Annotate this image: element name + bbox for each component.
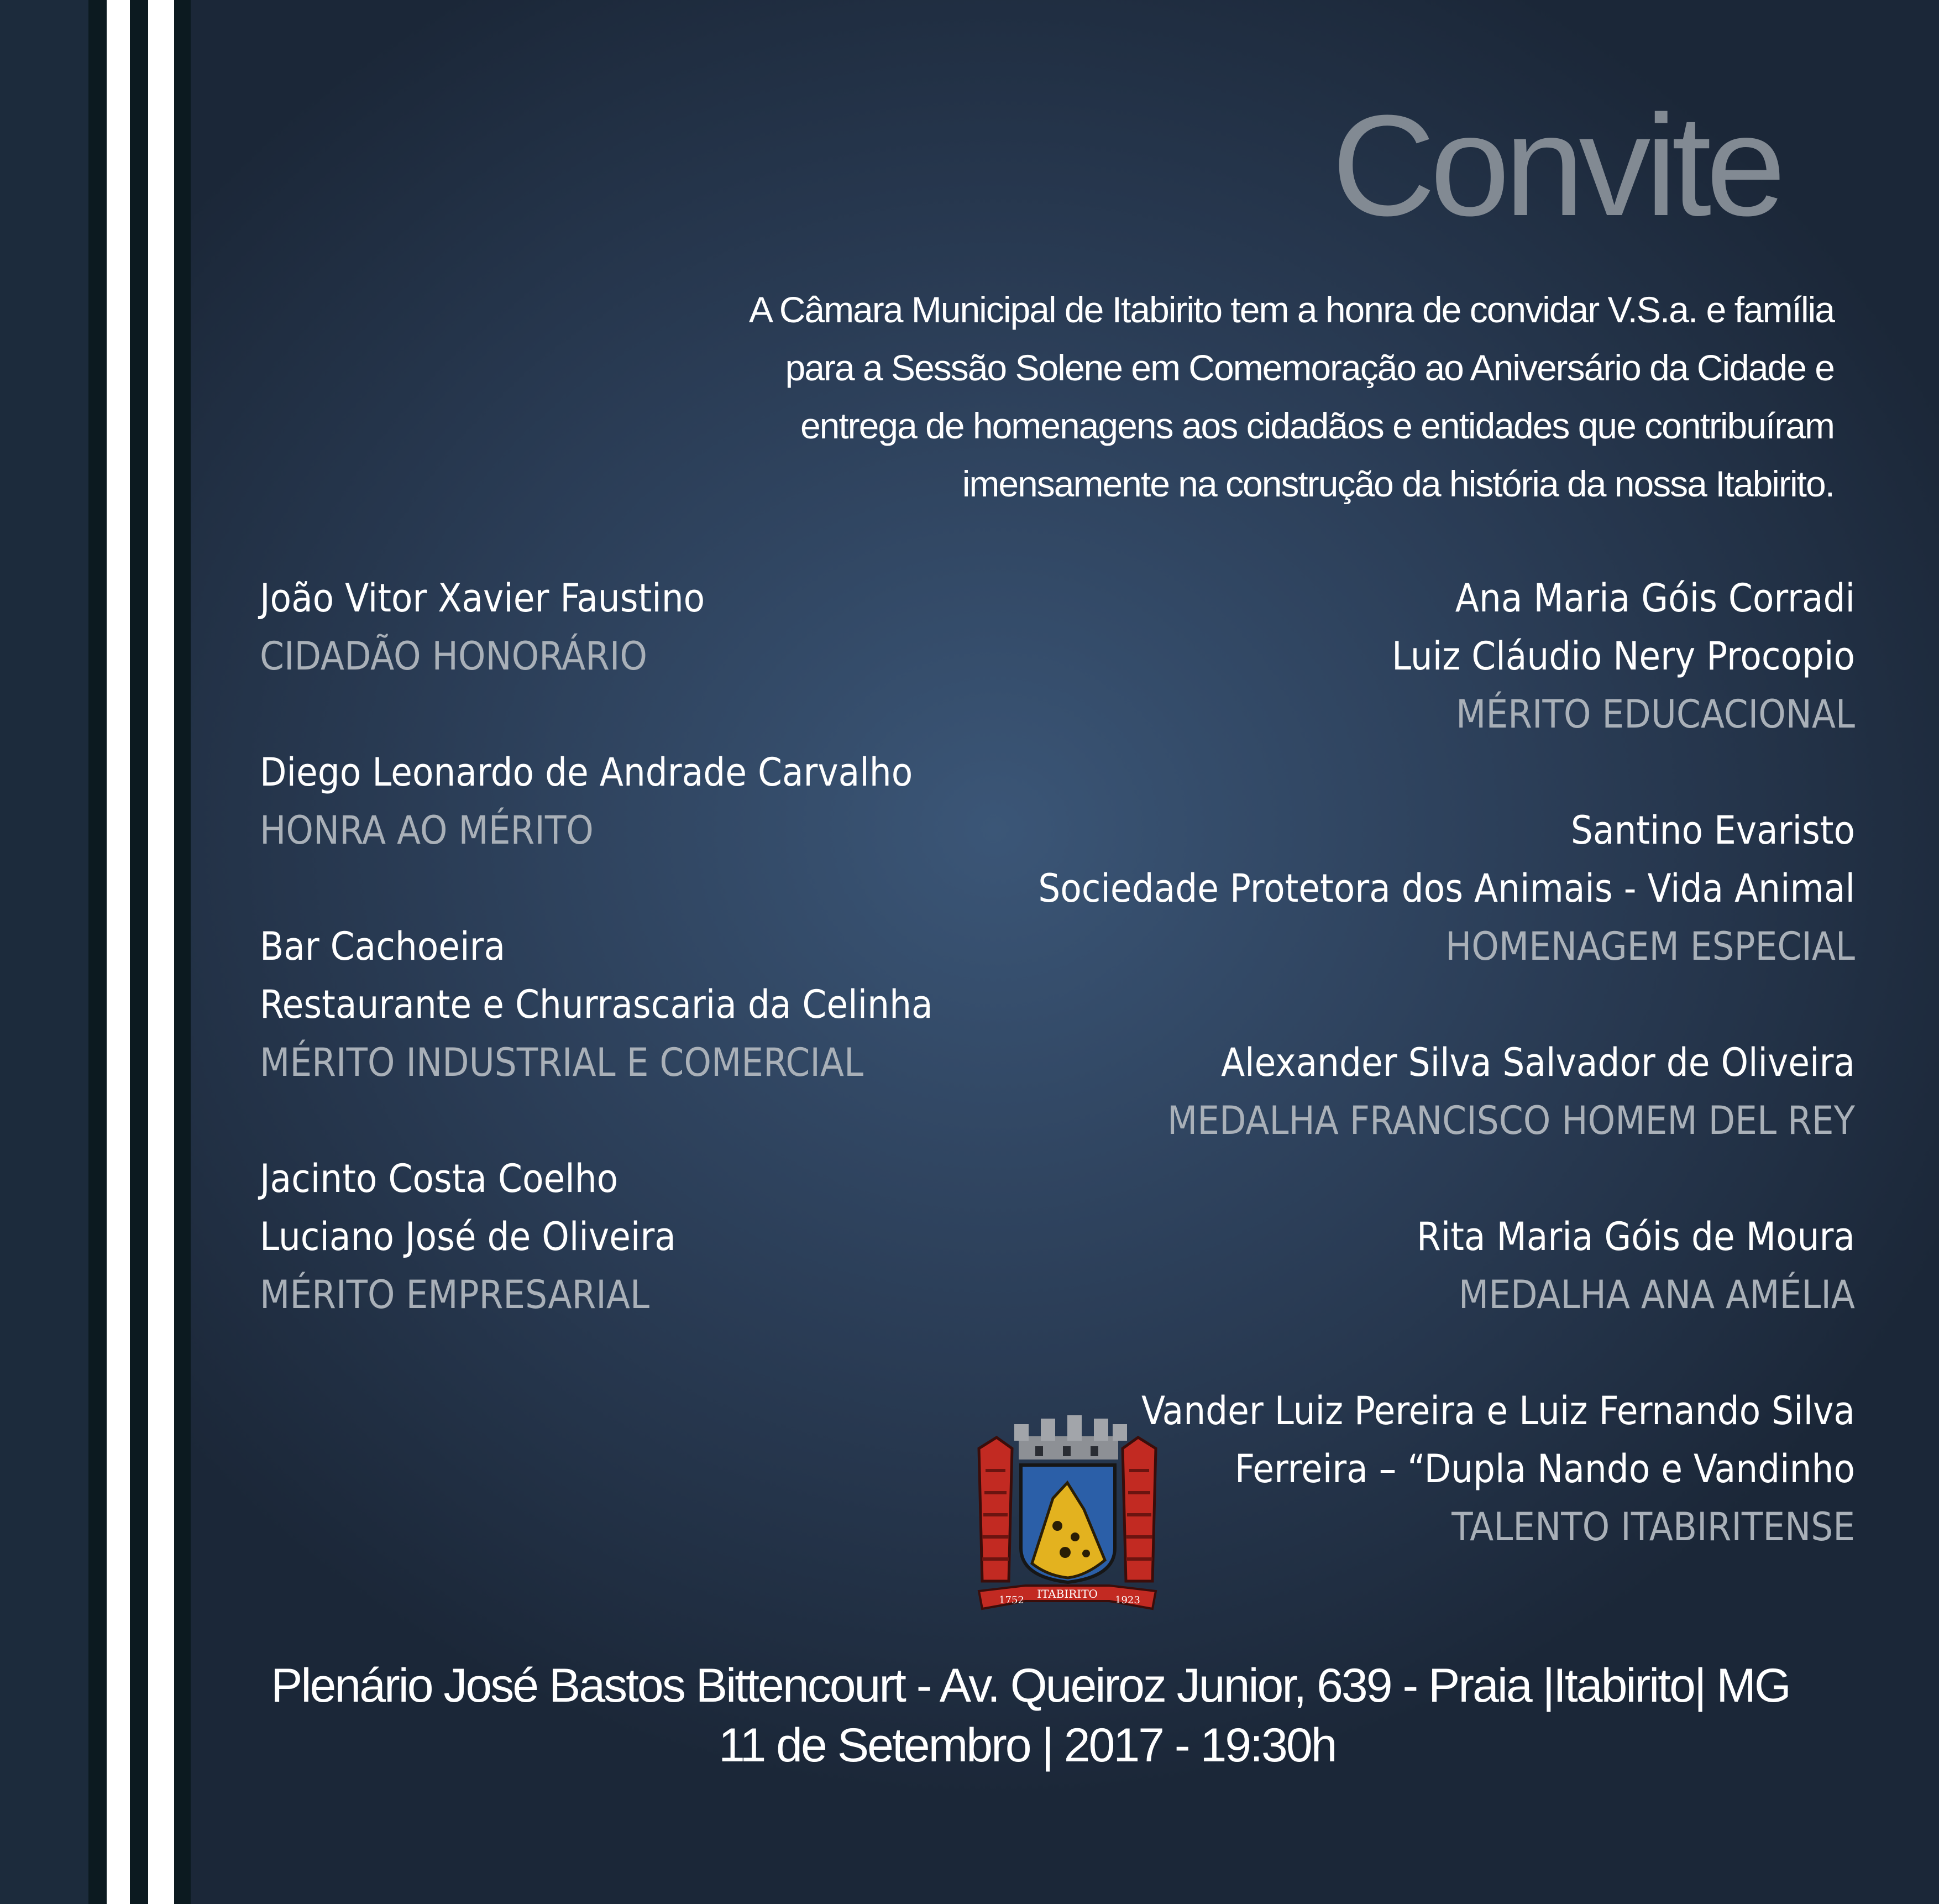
honoree-group <box>1038 802 1855 976</box>
award-title: CIDADÃO HONORÁRIO <box>260 634 647 679</box>
honoree-name: Diego Leonardo de Andrade Carvalho <box>260 750 913 795</box>
award-title: MÉRITO EDUCACIONAL <box>1455 692 1855 737</box>
honoree-name: Sociedade Protetora dos Animais - Vida Animal <box>1038 866 1855 911</box>
honoree-name: Santino Evaristo <box>1570 808 1855 853</box>
honoree-name: Jacinto Costa Coelho <box>260 1156 619 1201</box>
award-title: HONRA AO MÉRITO <box>260 808 594 853</box>
shield-icon <box>1021 1465 1115 1582</box>
honoree-name: Rita Maria Góis de Moura <box>1416 1214 1855 1259</box>
left-border-band <box>0 0 88 1904</box>
event-datetime: 11 de Setembro | 2017 - 19:30h <box>719 1719 1336 1772</box>
crown-icon <box>1014 1415 1127 1460</box>
invitation-title: Convite <box>1332 86 1780 246</box>
honoree-group <box>1038 569 1855 744</box>
honoree-name: Luciano José de Oliveira <box>260 1214 676 1259</box>
left-border-stripe-dark <box>130 0 148 1904</box>
intro-line: A Câmara Municipal de Itabirito tem a honra de convidar V.S.a. e família <box>748 289 1834 330</box>
honorees-left-column <box>260 569 933 1382</box>
honoree-name: Restaurante e Churrascaria da Celinha <box>260 982 933 1027</box>
ribbon-banner <box>979 1586 1156 1609</box>
event-venue: Plenário José Bastos Bittencourt - Av. Queiroz Junior, 639 - Praia |Itabirito| MG <box>271 1659 1790 1712</box>
itabirito-coat-of-arms-icon <box>970 1415 1165 1614</box>
left-border-stripe-dark <box>174 0 191 1904</box>
tower-icon <box>1123 1437 1156 1581</box>
honoree-name: Ferreira – “Dupla Nando e Vandinho <box>1234 1446 1855 1492</box>
honoree-name: Luiz Cláudio Nery Procopio <box>1391 634 1855 679</box>
crest-left-year: 1752 <box>999 1594 1024 1606</box>
honoree-group <box>260 1150 933 1324</box>
honoree-group <box>260 569 933 686</box>
honoree-group <box>260 744 933 860</box>
award-title: TALENTO ITABIRITENSE <box>1451 1504 1855 1550</box>
left-border-stripe-dark <box>88 0 107 1904</box>
tower-icon <box>979 1437 1012 1581</box>
award-title: MÉRITO INDUSTRIAL E COMERCIAL <box>260 1040 864 1085</box>
honoree-name: João Vitor Xavier Faustino <box>260 576 705 621</box>
crest-right-year: 1923 <box>1115 1594 1140 1606</box>
honoree-name: Ana Maria Góis Corradi <box>1455 576 1855 621</box>
intro-line: para a Sessão Solene em Comemoração ao Aniversário da Cidade e <box>785 347 1834 388</box>
honoree-name: Vander Luiz Pereira e Luiz Fernando Silva <box>1141 1388 1855 1434</box>
honoree-name: Alexander Silva Salvador de Oliveira <box>1221 1040 1855 1085</box>
award-title: HOMENAGEM ESPECIAL <box>1445 924 1855 969</box>
left-border-stripe-white <box>148 0 174 1904</box>
award-title: MEDALHA ANA AMÉLIA <box>1458 1272 1855 1317</box>
left-border-stripe-white <box>107 0 130 1904</box>
award-title: MÉRITO EMPRESARIAL <box>260 1272 649 1317</box>
honoree-name: Bar Cachoeira <box>260 924 506 969</box>
invitation-intro <box>673 281 1834 513</box>
award-title: MEDALHA FRANCISCO HOMEM DEL REY <box>1167 1098 1855 1143</box>
honoree-group <box>1038 1034 1855 1150</box>
honoree-group <box>260 918 933 1092</box>
crest-city-name: ITABIRITO <box>1037 1587 1098 1600</box>
honoree-group <box>1038 1208 1855 1324</box>
intro-line: entrega de homenagens aos cidadãos e entidades que contribuíram <box>800 405 1834 446</box>
intro-line: imensamente na construção da história da nossa Itabirito. <box>962 463 1834 504</box>
